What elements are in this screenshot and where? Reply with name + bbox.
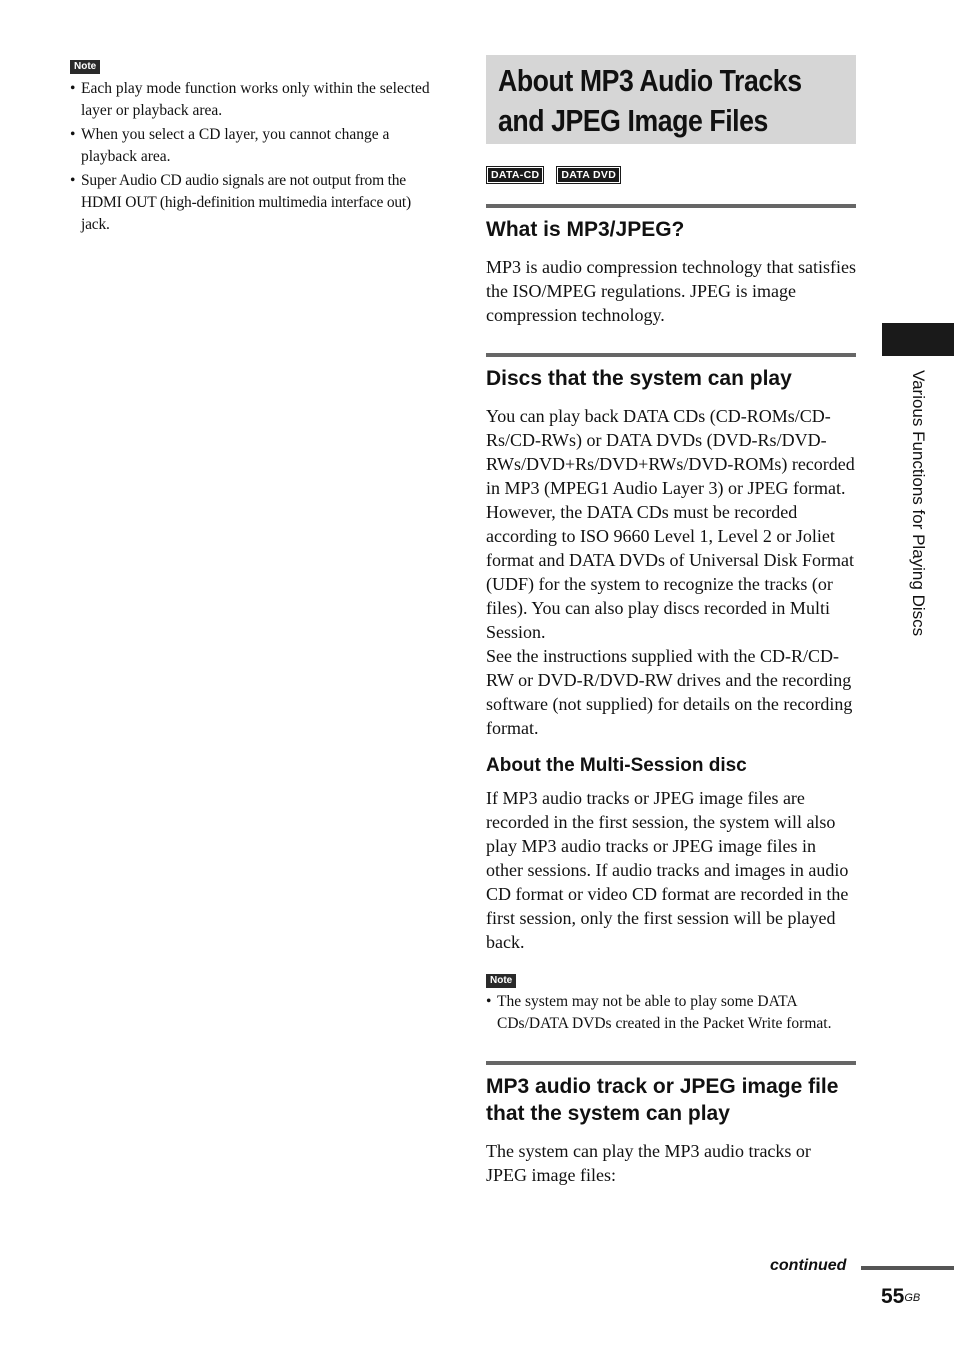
note-item: • Each play mode function works only within the selected layer or playback area. bbox=[70, 78, 442, 122]
section-heading-what-is: What is MP3/JPEG? bbox=[486, 204, 856, 243]
data-dvd-badge: DATA DVD bbox=[556, 166, 621, 184]
page-number bbox=[881, 1284, 920, 1310]
right-note bbox=[486, 970, 856, 1035]
right-column bbox=[486, 55, 856, 1187]
side-tab-marker bbox=[882, 323, 954, 356]
disc-type-badges bbox=[486, 166, 856, 184]
section-discs bbox=[486, 353, 856, 740]
page-title-line-2: and JPEG Image Files bbox=[498, 103, 768, 138]
page-number-value: 55 bbox=[881, 1285, 905, 1308]
note-item: • When you select a CD layer, you cannot change a playback area. bbox=[70, 124, 442, 168]
note-item: • The system may not be able to play some DATA CDs/DATA DVDs created in the Packet Write format. bbox=[486, 991, 856, 1035]
page-title bbox=[498, 61, 859, 141]
section-what-is bbox=[486, 204, 856, 327]
section-body-discs: You can play back DATA CDs (CD-ROMs/CD-Rs/CD-RWs) or DATA DVDs (DVD-Rs/DVD-RWs/DVD+Rs/DVD+RWs/DVD-ROMs) recorded in MP3 (MPEG1 Audio Layer 3) or JPEG format. However, the DATA CDs must be recorded according to ISO 9660 Level 1, Level 2 or Joliet format and DATA DVDs of Universal Disk Format (UDF) for the system to recognize the tracks (or files). You can also play discs recorded in Multi Session. bbox=[486, 406, 855, 642]
page-title-box bbox=[486, 55, 856, 144]
continued-label: continued bbox=[770, 1257, 847, 1274]
note-list bbox=[486, 991, 856, 1035]
note-label: Note bbox=[70, 60, 100, 74]
note-item: • Super Audio CD audio signals are not output from the HDMI OUT (high-definition multimedia interface out) jack. bbox=[70, 170, 442, 236]
note-label: Note bbox=[486, 974, 516, 988]
note-list bbox=[70, 78, 442, 236]
continued-rule bbox=[861, 1266, 954, 1270]
section-heading-discs: Discs that the system can play bbox=[486, 353, 856, 392]
left-column bbox=[70, 56, 442, 236]
subsection-multi-session bbox=[486, 754, 856, 954]
section-body-what-is: MP3 is audio compression technology that satisfies the ISO/MPEG regulations. JPEG is image compression technology. bbox=[486, 257, 856, 325]
section-body-discs-2: See the instructions supplied with the CD-R/CD-RW or DVD-R/DVD-RW drives and the recording software (not supplied) for details on the recording format. bbox=[486, 646, 853, 738]
side-tab-label: Various Functions for Playing Discs bbox=[909, 370, 928, 637]
section-playable-files bbox=[486, 1061, 856, 1187]
section-heading-playable-files: MP3 audio track or JPEG image file that the system can play bbox=[486, 1061, 856, 1127]
section-body-playable-files: The system can play the MP3 audio tracks or JPEG image files: bbox=[486, 1141, 811, 1185]
subsection-body-multi-session: If MP3 audio tracks or JPEG image files are recorded in the first session, the system will also play MP3 audio tracks or JPEG image files in other sessions. If audio tracks and images in audio CD format or video CD format are recorded in the first session, only the first session will be played back. bbox=[486, 788, 849, 952]
subsection-heading-multi-session: About the Multi-Session disc bbox=[486, 755, 747, 776]
page-number-suffix: GB bbox=[904, 1292, 921, 1304]
page-title-line-1: About MP3 Audio Tracks bbox=[498, 63, 802, 98]
data-cd-badge: DATA-CD bbox=[486, 166, 544, 184]
